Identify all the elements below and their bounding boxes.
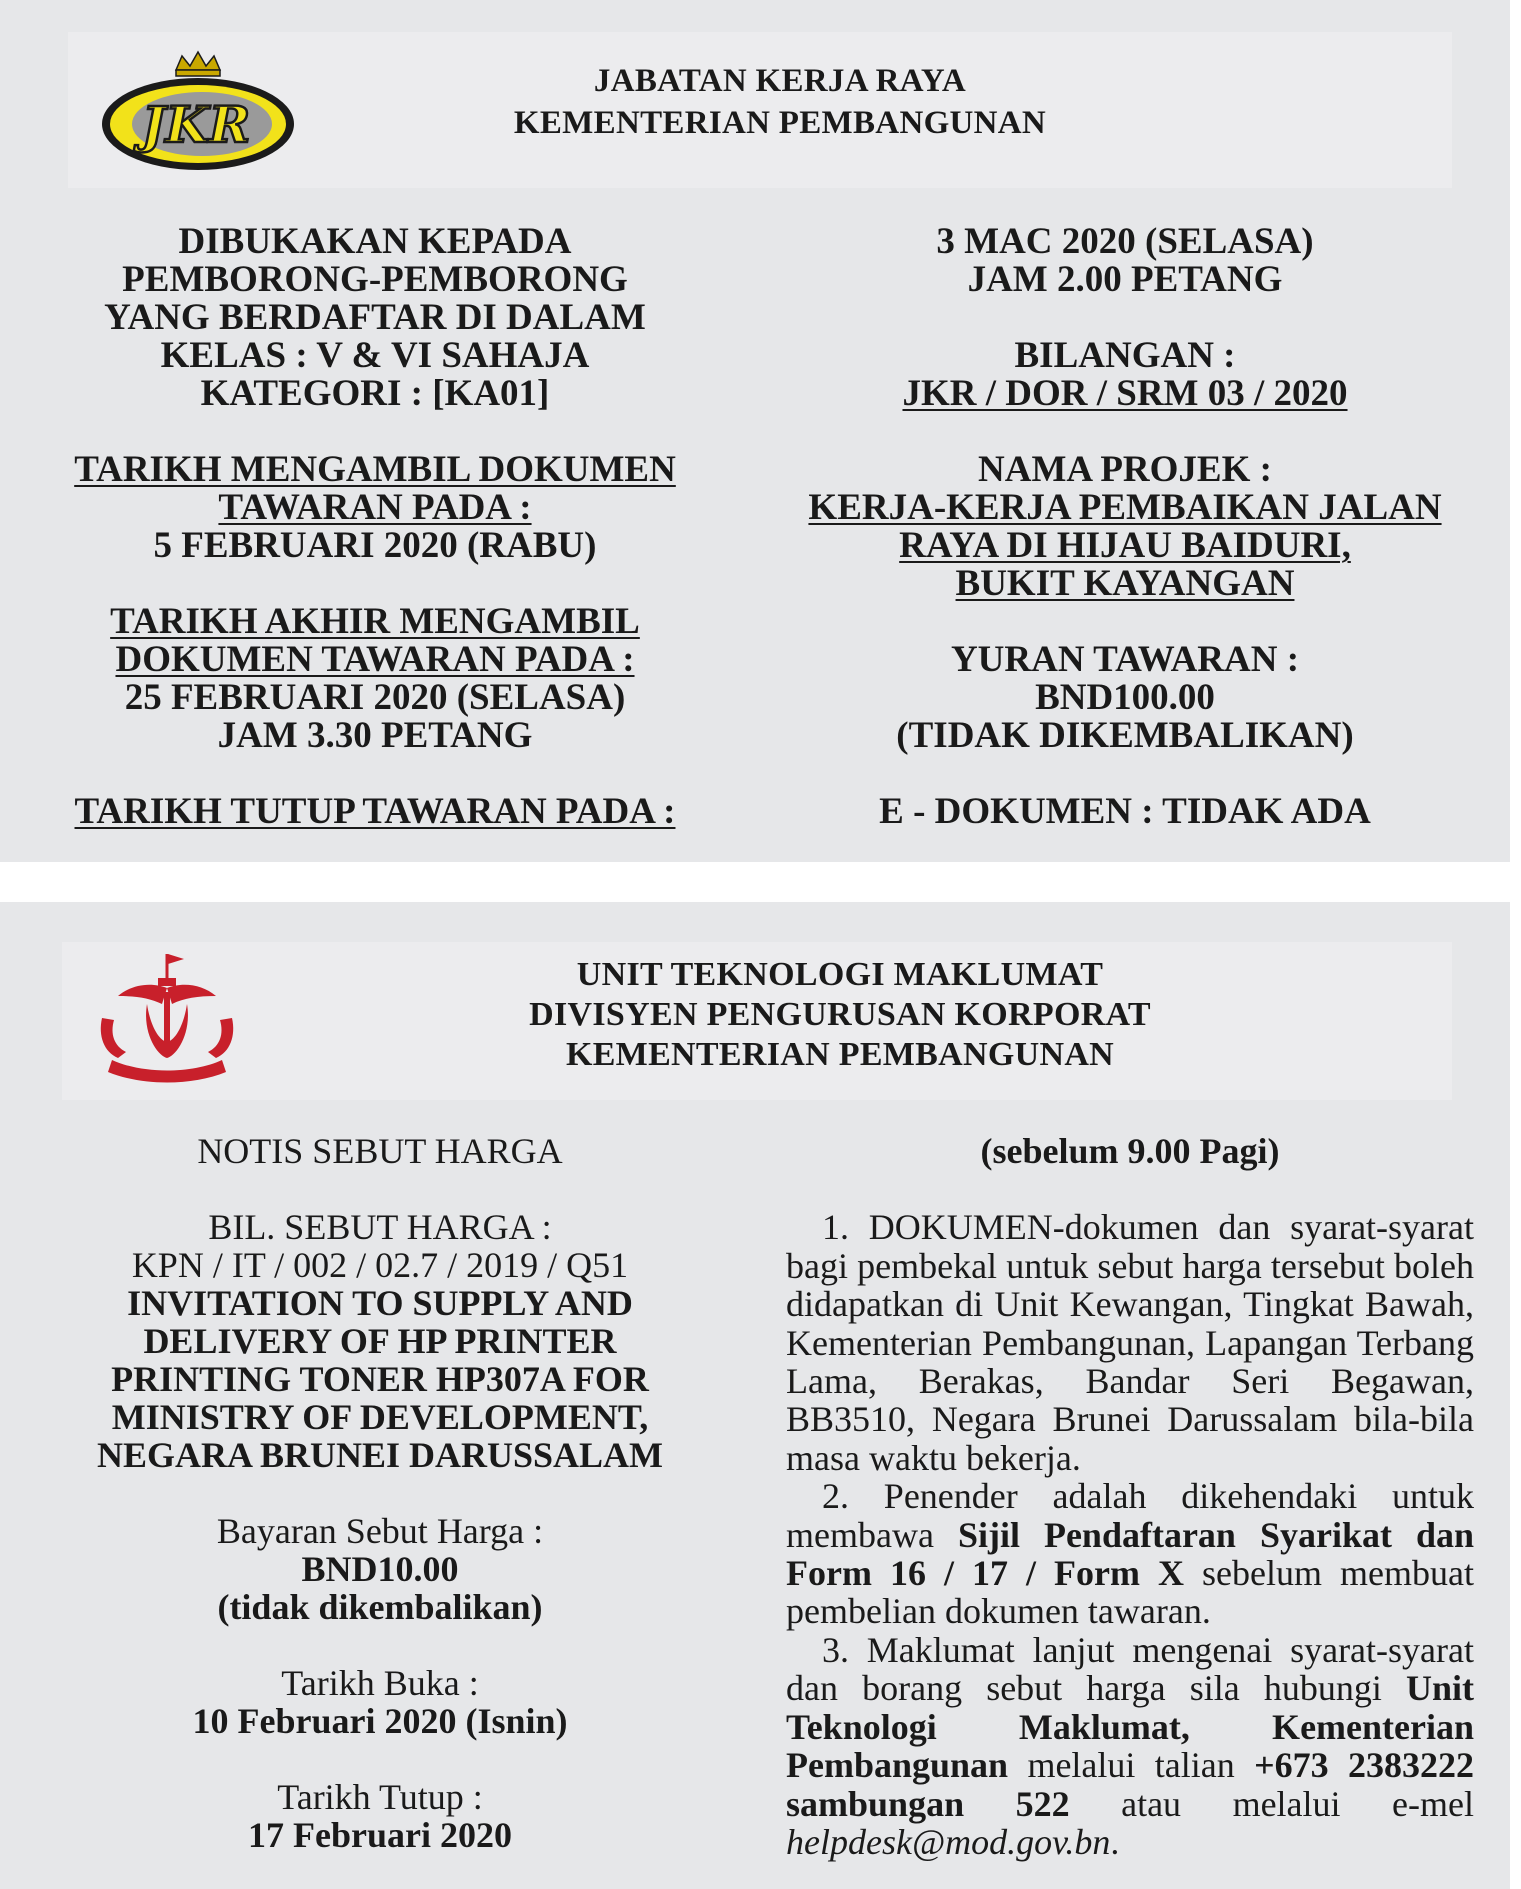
text-run: 3. Maklumat lanjut mengenai syarat-syarat dan borang sebut harga sila hubungi	[786, 1629, 1474, 1709]
open-to-line: YANG BERDAFTAR DI DALAM	[104, 297, 646, 338]
paragraph-3	[786, 1631, 1474, 1861]
edoc-status: E - DOKUMEN : TIDAK ADA	[879, 791, 1371, 832]
jkr-right-column	[770, 223, 1480, 831]
notice-title: NOTIS SEBUT HARGA	[197, 1131, 563, 1171]
project-name-line: KERJA-KERJA PEMBAIKAN JALAN	[808, 487, 1442, 528]
open-date: 10 Februari 2020 (Isnin)	[192, 1701, 568, 1741]
title-line: NEGARA BRUNEI DARUSSALAM	[96, 1435, 664, 1475]
paragraph-2	[786, 1477, 1474, 1631]
fee-label: YURAN TAWARAN :	[950, 639, 1300, 680]
fee-value: BND100.00	[1035, 677, 1215, 718]
number-value: JKR / DOR / SRM 03 / 2020	[902, 373, 1348, 414]
text-run: atau melalui e-mel	[1069, 1783, 1474, 1824]
take-doc-label: TARIKH MENGAMBIL DOKUMEN	[74, 449, 676, 490]
open-to-line: KATEGORI : [KA01]	[200, 373, 550, 414]
fee-label: Bayaran Sebut Harga :	[216, 1511, 544, 1551]
number-label: BILANGAN :	[1014, 335, 1236, 376]
title-line: PRINTING TONER HP307A FOR	[111, 1359, 649, 1399]
required-documents: Sijil Pendaftaran Syarikat dan Form 16 / 17 / Form X	[786, 1514, 1474, 1594]
project-label: NAMA PROJEK :	[978, 449, 1272, 490]
project-name-line: RAYA DI HIJAU BAIDURI,	[899, 525, 1351, 566]
header-line: UNIT TEKNOLOGI MAKLUMAT	[576, 956, 1104, 993]
paragraph-1: 1. DOKUMEN-dokumen dan syarat-syarat bagi pembekal untuk sebut harga tersebut boleh didapatkan di Unit Kewangan, Tingkat Bawah, Kementerian Pembangunan, Lapangan Terbang Lama, Berakas, Bandar Seri Begawan, BB3510, Negara Brunei Darussalam bila-bila masa waktu bekerja.	[786, 1207, 1474, 1478]
bil-label: BIL. SEBUT HARGA :	[208, 1207, 552, 1247]
jkr-logo	[98, 46, 298, 176]
open-to-line: DIBUKAKAN KEPADA	[178, 221, 572, 262]
text-run: 2. Penender adalah dikehendaki untuk membawa	[786, 1476, 1474, 1555]
close-time: JAM 2.00 PETANG	[967, 259, 1283, 300]
header-line: KEMENTERIAN PEMBANGUNAN	[565, 1036, 1115, 1073]
title-line: INVITATION TO SUPPLY AND	[127, 1283, 633, 1323]
fee-note: (tidak dikembalikan)	[217, 1587, 543, 1627]
title-line: DELIVERY OF HP PRINTER	[143, 1321, 617, 1361]
contact-email[interactable]: helpdesk@mod.gov.bn	[786, 1821, 1111, 1862]
close-date: 3 MAC 2020 (SELASA)	[936, 221, 1314, 262]
header-line: KEMENTERIAN PEMBANGUNAN	[513, 105, 1047, 141]
open-to-line: KELAS : V & VI SAHAJA	[160, 335, 590, 376]
text-run: sebelum membuat pembelian dokumen tawaran.	[786, 1553, 1474, 1632]
take-doc-date: 5 FEBRUARI 2020 (RABU)	[153, 525, 597, 566]
brunei-crest-icon	[92, 948, 242, 1088]
close-date: 17 Februari 2020	[248, 1815, 512, 1855]
last-take-label: DOKUMEN TAWARAN PADA :	[115, 639, 635, 680]
jkr-left-column	[20, 223, 730, 831]
header-line: JABATAN KERJA RAYA	[593, 63, 967, 99]
project-name-line: BUKIT KAYANGAN	[955, 563, 1295, 604]
jkr-logo-text: JKR	[141, 95, 251, 154]
header-line: DIVISYEN PENGURUSAN KORPORAT	[529, 996, 1151, 1033]
last-take-date: 25 FEBRUARI 2020 (SELASA)	[124, 677, 626, 718]
last-take-time: JAM 3.30 PETANG	[217, 715, 533, 756]
take-doc-label: TAWARAN PADA :	[218, 487, 532, 528]
utm-header	[300, 955, 1380, 1075]
open-to-line: PEMBORONG-PEMBORONG	[122, 259, 628, 300]
close-label: TARIKH TUTUP TAWARAN PADA :	[74, 791, 676, 832]
jkr-header	[300, 60, 1260, 144]
utm-right-column	[786, 1132, 1474, 1861]
title-line: MINISTRY OF DEVELOPMENT,	[111, 1397, 649, 1437]
bil-value: KPN / IT / 002 / 02.7 / 2019 / Q51	[131, 1245, 629, 1285]
close-label: Tarikh Tutup :	[277, 1777, 483, 1817]
open-label: Tarikh Buka :	[281, 1663, 479, 1703]
contact-unit: Unit Teknologi Maklumat, Kementerian Pembangunan	[786, 1668, 1474, 1786]
close-time: (sebelum 9.00 Pagi)	[980, 1131, 1280, 1171]
fee-note: (TIDAK DIKEMBALIKAN)	[896, 715, 1354, 756]
utm-left-column	[40, 1132, 720, 1854]
fee-value: BND10.00	[301, 1549, 459, 1589]
text-run: melalui talian	[1008, 1745, 1255, 1786]
text-run: .	[1110, 1821, 1120, 1862]
contact-phone: +673 2383222 sambungan 522	[786, 1745, 1474, 1824]
last-take-label: TARIKH AKHIR MENGAMBIL	[110, 601, 640, 642]
